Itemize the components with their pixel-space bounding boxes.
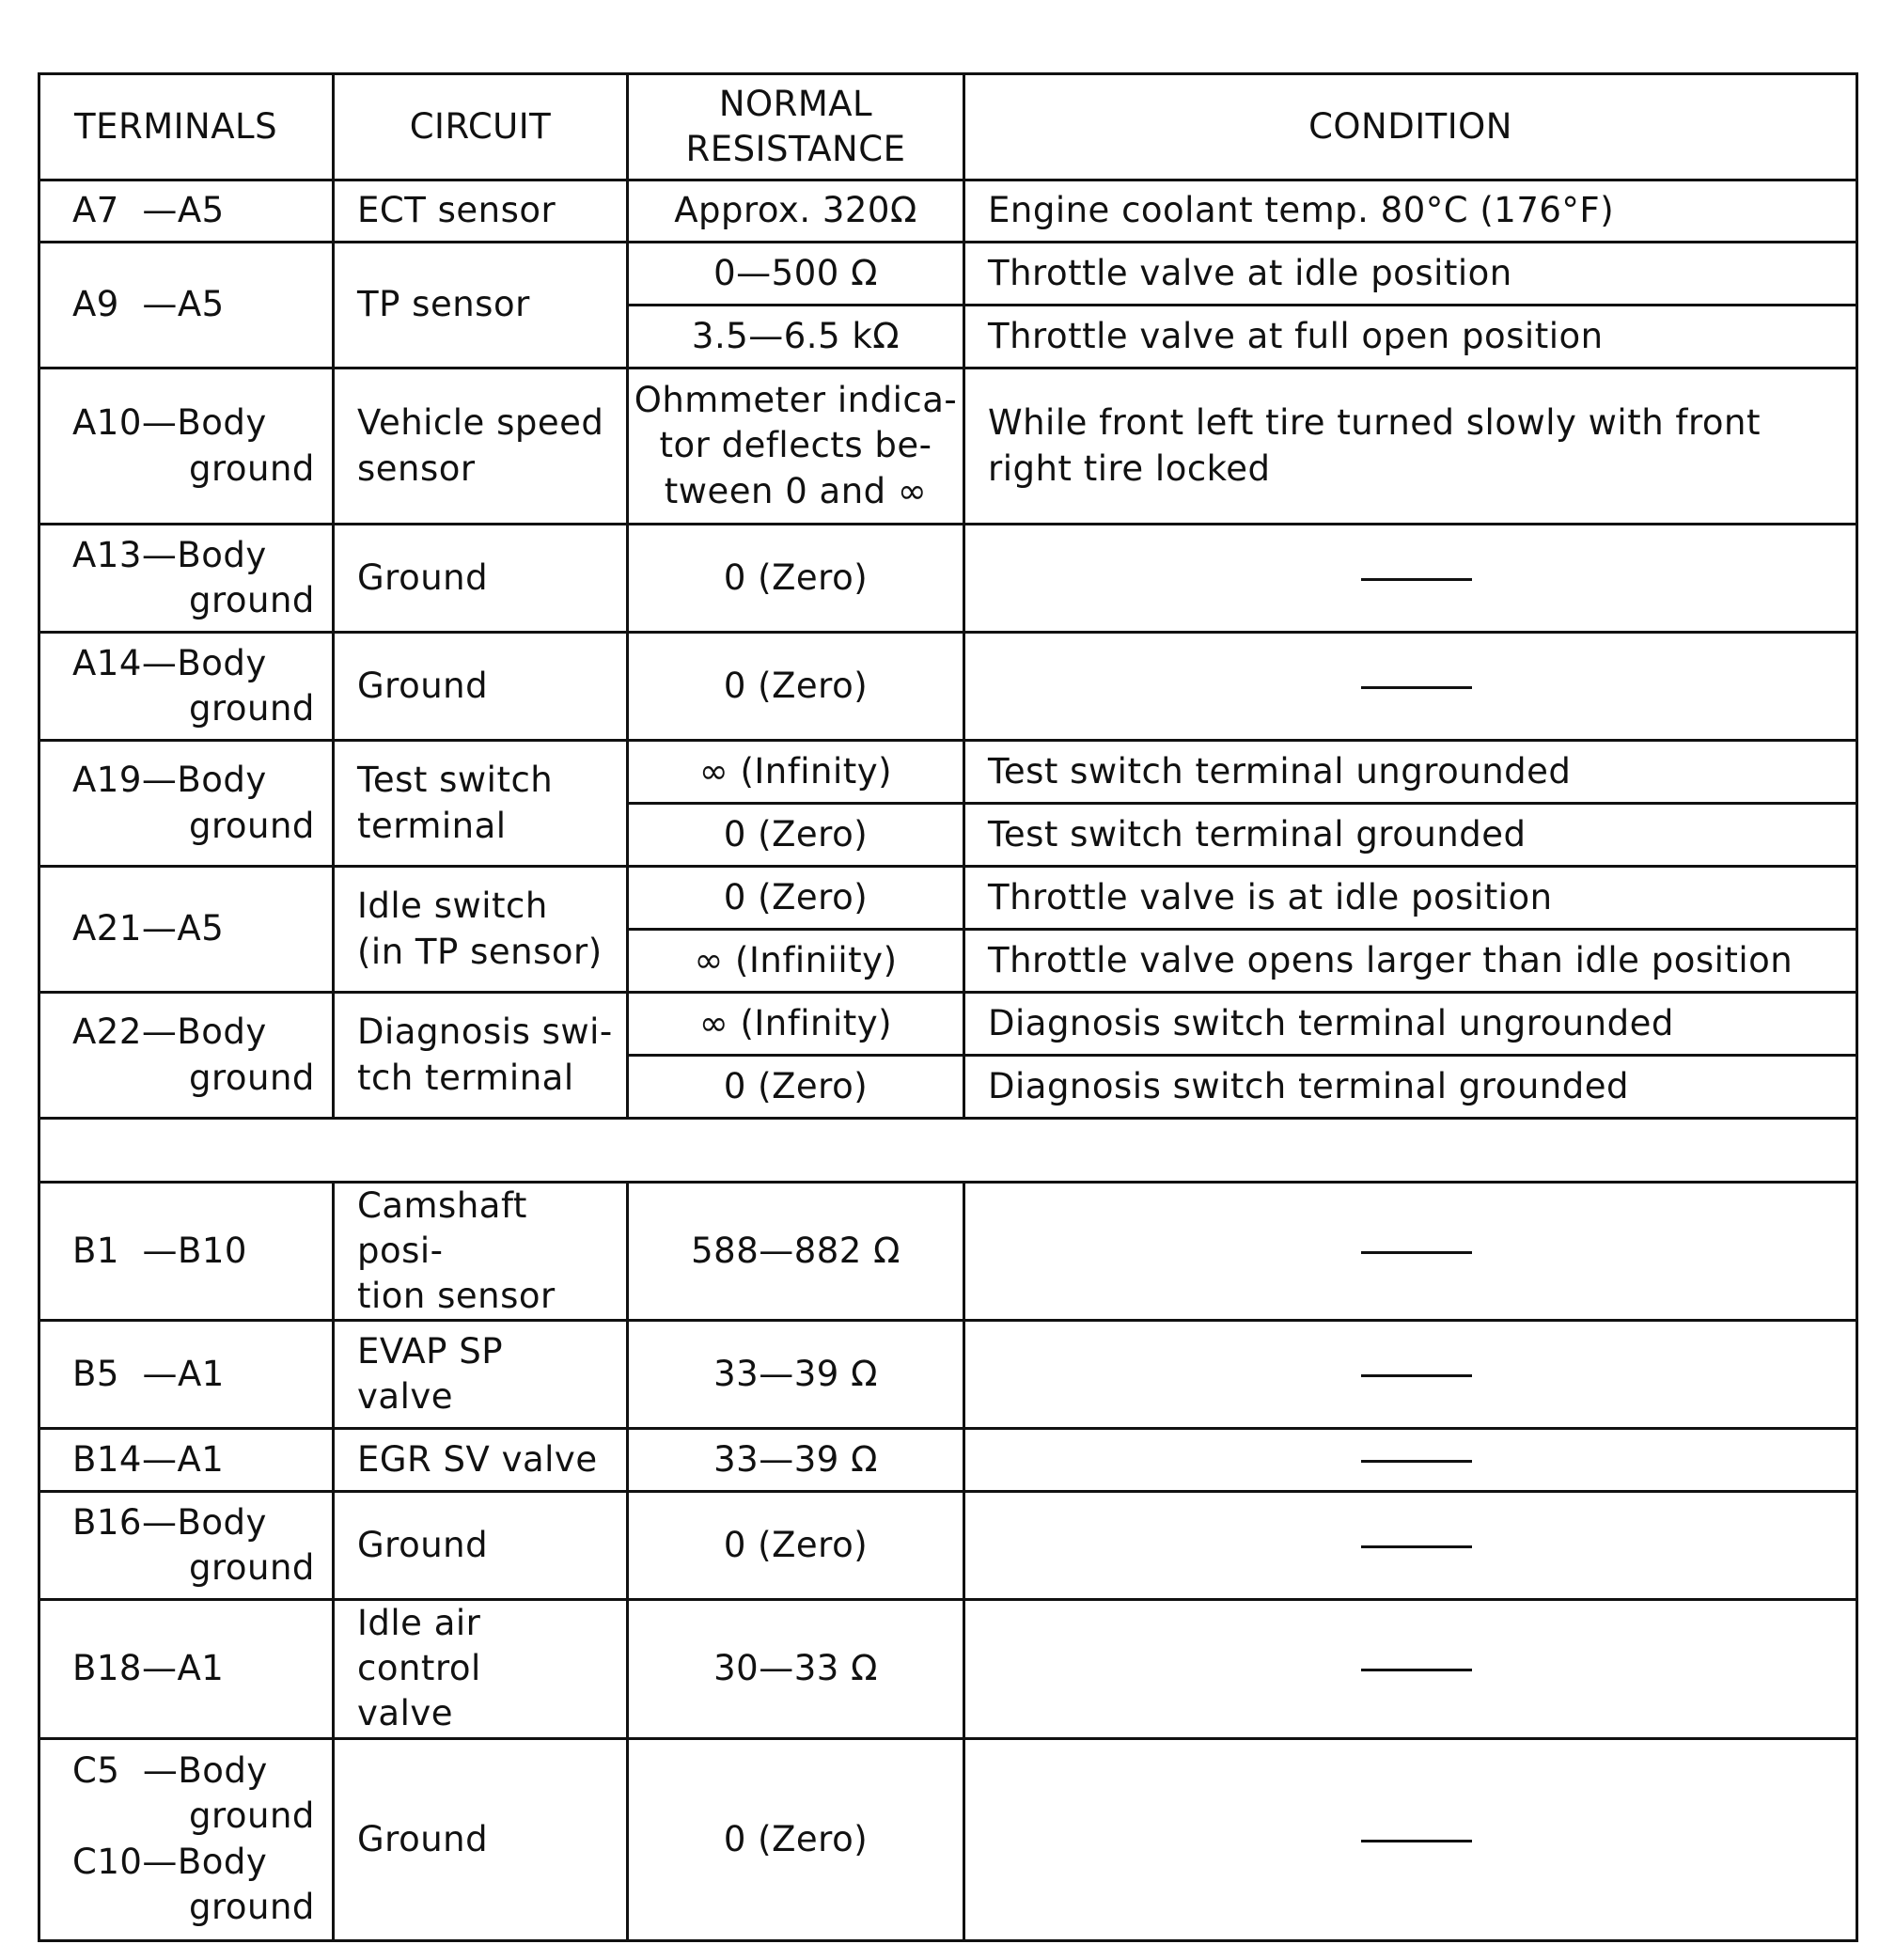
header-normal-resistance: NORMAL RESISTANCE xyxy=(628,74,964,180)
resistance-cell: ∞ (Infinity) xyxy=(628,741,964,804)
condition-cell xyxy=(964,1429,1857,1492)
resistance-cell: ∞ (Infinity) xyxy=(628,993,964,1056)
table-row xyxy=(39,1600,1857,1738)
header-condition: CONDITION xyxy=(964,74,1857,180)
resistance-cell: 0 (Zero) xyxy=(628,867,964,930)
condition-cell: Diagnosis switch terminal grounded xyxy=(964,1056,1857,1119)
circuit-cell: Ground xyxy=(334,1492,628,1600)
circuit-cell: EVAP SP valve xyxy=(334,1321,628,1429)
dash-mark xyxy=(1361,1374,1472,1377)
condition-cell: Diagnosis switch terminal ungrounded xyxy=(964,993,1857,1056)
table-row xyxy=(39,633,1857,741)
table-row xyxy=(39,525,1857,633)
resistance-cell: 3.5—6.5 kΩ xyxy=(628,306,964,368)
table-row xyxy=(39,1492,1857,1600)
resistance-cell: Ohmmeter indica- tor deflects be- tween 0 and ∞ xyxy=(628,368,964,525)
condition-cell xyxy=(964,1321,1857,1429)
circuit-cell: ECT sensor xyxy=(334,180,628,243)
terminal-cell: A9 —A5 xyxy=(39,243,334,368)
dash-mark xyxy=(1361,578,1472,581)
resistance-cell: 33—39 Ω xyxy=(628,1429,964,1492)
resistance-cell: 0 (Zero) xyxy=(628,1738,964,1940)
circuit-cell: Diagnosis swi- tch terminal xyxy=(334,993,628,1119)
terminal-cell: A19—Body ground xyxy=(39,741,334,867)
terminal-cell: A14—Body ground xyxy=(39,633,334,741)
resistance-cell: 0 (Zero) xyxy=(628,525,964,633)
circuit-cell: Ground xyxy=(334,525,628,633)
dash-mark xyxy=(1361,1460,1472,1463)
condition-cell: Test switch terminal ungrounded xyxy=(964,741,1857,804)
resistance-cell: 0 (Zero) xyxy=(628,633,964,741)
table-row xyxy=(39,993,1857,1056)
table-row xyxy=(39,1429,1857,1492)
resistance-cell: 0 (Zero) xyxy=(628,1056,964,1119)
terminal-cell: A22—Body ground xyxy=(39,993,334,1119)
circuit-cell: Idle switch (in TP sensor) xyxy=(334,867,628,993)
header-row xyxy=(39,74,1857,180)
dash-mark xyxy=(1361,1545,1472,1548)
header-terminals: TERMINALS xyxy=(39,74,334,180)
table-row xyxy=(39,741,1857,804)
resistance-cell: 0 (Zero) xyxy=(628,804,964,867)
condition-cell: Test switch terminal grounded xyxy=(964,804,1857,867)
condition-cell: Throttle valve at idle position xyxy=(964,243,1857,306)
terminal-cell: B16—Body ground xyxy=(39,1492,334,1600)
circuit-cell: EGR SV valve xyxy=(334,1429,628,1492)
terminal-cell: C5 —Body ground C10—Body ground xyxy=(39,1738,334,1940)
separator-row xyxy=(39,1119,1857,1183)
condition-cell: Throttle valve at full open position xyxy=(964,306,1857,368)
terminal-cell: A21—A5 xyxy=(39,867,334,993)
terminal-cell: A10—Body ground xyxy=(39,368,334,525)
header-circuit: CIRCUIT xyxy=(334,74,628,180)
circuit-cell: Ground xyxy=(334,633,628,741)
circuit-cell: Vehicle speed sensor xyxy=(334,368,628,525)
table-row xyxy=(39,243,1857,306)
condition-cell xyxy=(964,1600,1857,1738)
resistance-cell: Approx. 320Ω xyxy=(628,180,964,243)
circuit-cell: Ground xyxy=(334,1738,628,1940)
table-row xyxy=(39,867,1857,930)
separator-cell xyxy=(39,1119,1857,1183)
dash-mark xyxy=(1361,1251,1472,1254)
terminal-cell: B1 —B10 xyxy=(39,1183,334,1321)
condition-cell: Throttle valve is at idle position xyxy=(964,867,1857,930)
circuit-cell: Idle air control valve xyxy=(334,1600,628,1738)
table-row xyxy=(39,1183,1857,1321)
terminal-resistance-table xyxy=(38,72,1858,1942)
resistance-cell: 0 (Zero) xyxy=(628,1492,964,1600)
dash-mark xyxy=(1361,1840,1472,1842)
terminal-cell: A7 —A5 xyxy=(39,180,334,243)
condition-cell xyxy=(964,525,1857,633)
terminal-cell: B18—A1 xyxy=(39,1600,334,1738)
table-row xyxy=(39,368,1857,525)
terminal-cell: B5 —A1 xyxy=(39,1321,334,1429)
resistance-cell: 33—39 Ω xyxy=(628,1321,964,1429)
circuit-cell: TP sensor xyxy=(334,243,628,368)
terminal-cell: B14—A1 xyxy=(39,1429,334,1492)
table-row xyxy=(39,1738,1857,1940)
table-row xyxy=(39,1321,1857,1429)
condition-cell xyxy=(964,1183,1857,1321)
condition-cell xyxy=(964,633,1857,741)
dash-mark xyxy=(1361,686,1472,689)
condition-cell: Throttle valve opens larger than idle position xyxy=(964,930,1857,993)
resistance-cell: 588—882 Ω xyxy=(628,1183,964,1321)
condition-cell: Engine coolant temp. 80°C (176°F) xyxy=(964,180,1857,243)
resistance-cell: 0—500 Ω xyxy=(628,243,964,306)
circuit-cell: Test switch terminal xyxy=(334,741,628,867)
resistance-cell: 30—33 Ω xyxy=(628,1600,964,1738)
terminal-cell: A13—Body ground xyxy=(39,525,334,633)
condition-cell: While front left tire turned slowly with front right tire locked xyxy=(964,368,1857,525)
dash-mark xyxy=(1361,1669,1472,1671)
condition-cell xyxy=(964,1738,1857,1940)
resistance-cell: ∞ (Infiniity) xyxy=(628,930,964,993)
table-row xyxy=(39,180,1857,243)
circuit-cell: Camshaft posi- tion sensor xyxy=(334,1183,628,1321)
condition-cell xyxy=(964,1492,1857,1600)
